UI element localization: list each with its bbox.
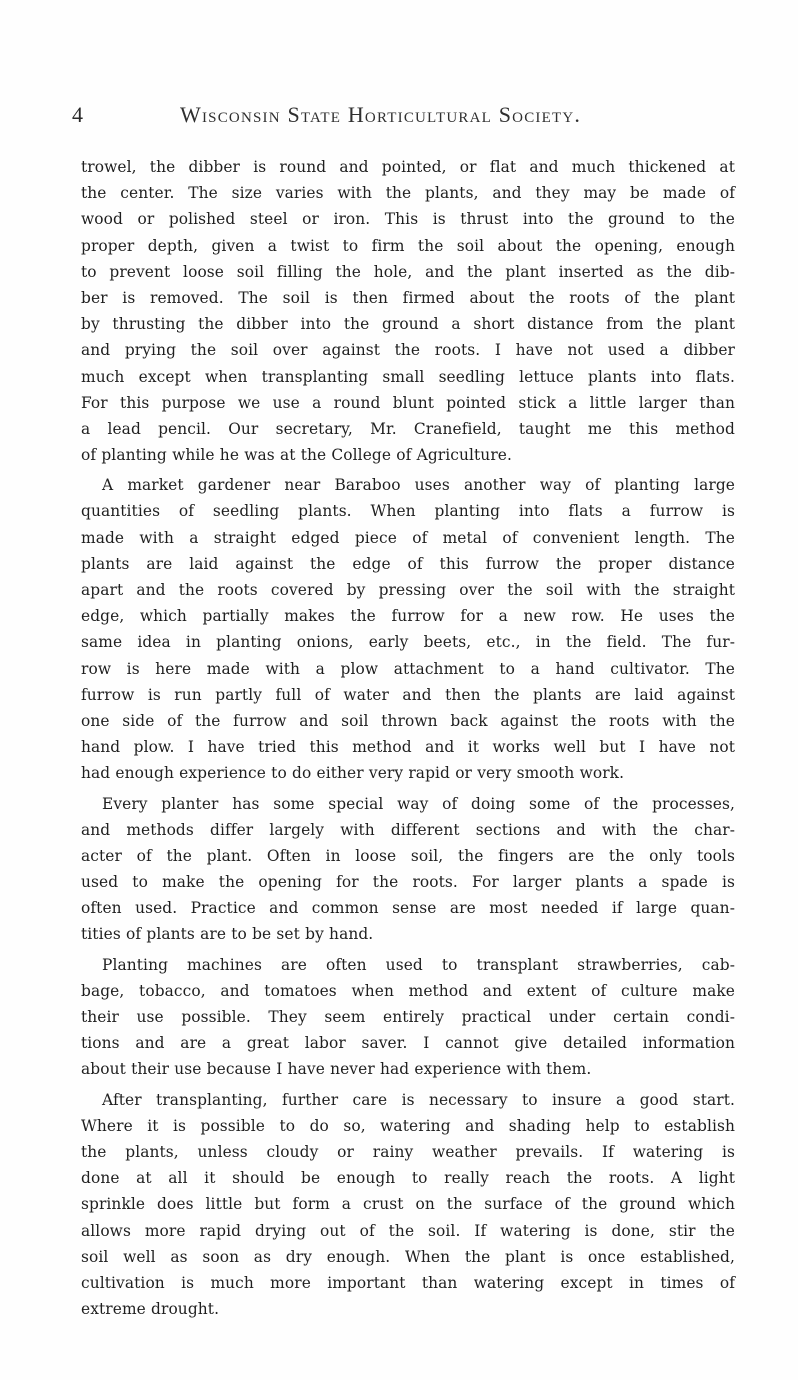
text-line: Planting machines are often used to transplant strawberries, cab- [102,955,735,974]
page-header [72,100,742,130]
text-line: their use possible. They seem entirely practical under certain condi- [81,1008,735,1026]
text-line: apart and the roots covered by pressing over the soil with the straight [81,581,735,599]
text-line: often used. Practice and common sense are most needed if large quan- [81,899,735,918]
text-line: soil well as soon as dry enough. When the plant is once established, [81,1247,735,1266]
text-line: ber is removed. The soil is then firmed about the roots of the plant [81,288,735,307]
paragraph [81,952,735,1083]
text-line: cultivation is much more important than watering except in times of [81,1273,735,1292]
text-line: done at all it should be enough to really reach the roots. A light [81,1169,735,1188]
text-line: much except when transplanting small seedling lettuce plants into flats. [81,367,735,386]
text-line: wood or polished steel or iron. This is thrust into the ground to the [81,210,735,229]
text-line: proper depth, given a twist to firm the soil about the opening, enough [81,236,735,255]
body-text [81,154,735,1326]
text-line: used to make the opening for the roots. For larger plants a spade is [81,873,735,892]
text-line: tities of plants are to be set by hand. [81,925,374,944]
text-line: allows more rapid drying out of the soil. If watering is done, stir the [81,1221,735,1240]
paragraph [81,472,735,786]
text-line: about their use because I have never had experience with them. [81,1060,592,1079]
paragraph [81,1087,735,1323]
text-line: acter of the plant. Often in loose soil, the fingers are the only tools [81,846,735,865]
text-line: the plants, unless cloudy or rainy weather prevails. If watering is [81,1142,735,1161]
text-line: trowel, the dibber is round and pointed, or flat and much thickened at [81,158,735,176]
text-line: extreme drought. [81,1300,220,1319]
text-line: had enough experience to do either very rapid or very smooth work. [81,764,625,783]
text-line: tions and are a great labor saver. I cannot give detailed information [81,1034,735,1053]
text-line: to prevent loose soil filling the hole, and the plant inserted as the dib- [81,262,735,281]
text-line: made with a straight edged piece of metal of convenient length. The [81,528,735,547]
text-line: quantities of seedling plants. When planting into flats a furrow is [81,502,735,521]
page-number: 4 [72,102,83,127]
text-line: For this purpose we use a round blunt pointed stick a little larger than [81,393,735,412]
text-line: and methods differ largely with different sections and with the char- [81,820,735,839]
text-line: hand plow. I have tried this method and it works well but I have not [81,738,735,757]
text-line: same idea in planting onions, early beets, etc., in the field. The fur- [81,633,735,652]
text-line: Where it is possible to do so, watering and shading help to establish [81,1116,735,1135]
text-line: bage, tobacco, and tomatoes when method and extent of culture make [81,981,735,1000]
text-line: the center. The size varies with the plants, and they may be made of [81,184,735,203]
paragraph [81,791,735,948]
text-line: sprinkle does little but form a crust on the surface of the ground which [81,1195,735,1214]
text-line: After transplanting, further care is necessary to insure a good start. [102,1090,735,1109]
running-head: Wisconsin State Horticultural Society. [180,102,582,127]
text-line: and prying the soil over against the roots. I have not used a dibber [81,341,735,360]
text-line: Every planter has some special way of doing some of the processes, [102,794,735,813]
text-line: by thrusting the dibber into the ground a short distance from the plant [81,315,735,334]
paragraph [81,154,735,468]
text-line: of planting while he was at the College of Agriculture. [81,446,512,465]
text-line: furrow is run partly full of water and then the plants are laid against [81,685,735,704]
text-line: one side of the furrow and soil thrown back against the roots with the [81,711,735,730]
text-line: plants are laid against the edge of this furrow the proper distance [81,554,735,573]
text-line: edge, which partially makes the furrow for a new row. He uses the [81,607,735,626]
text-line: row is here made with a plow attachment to a hand cultivator. The [81,659,735,678]
text-line: a lead pencil. Our secretary, Mr. Cranefield, taught me this method [81,419,735,438]
text-line: A market gardener near Baraboo uses another way of planting large [102,476,735,495]
